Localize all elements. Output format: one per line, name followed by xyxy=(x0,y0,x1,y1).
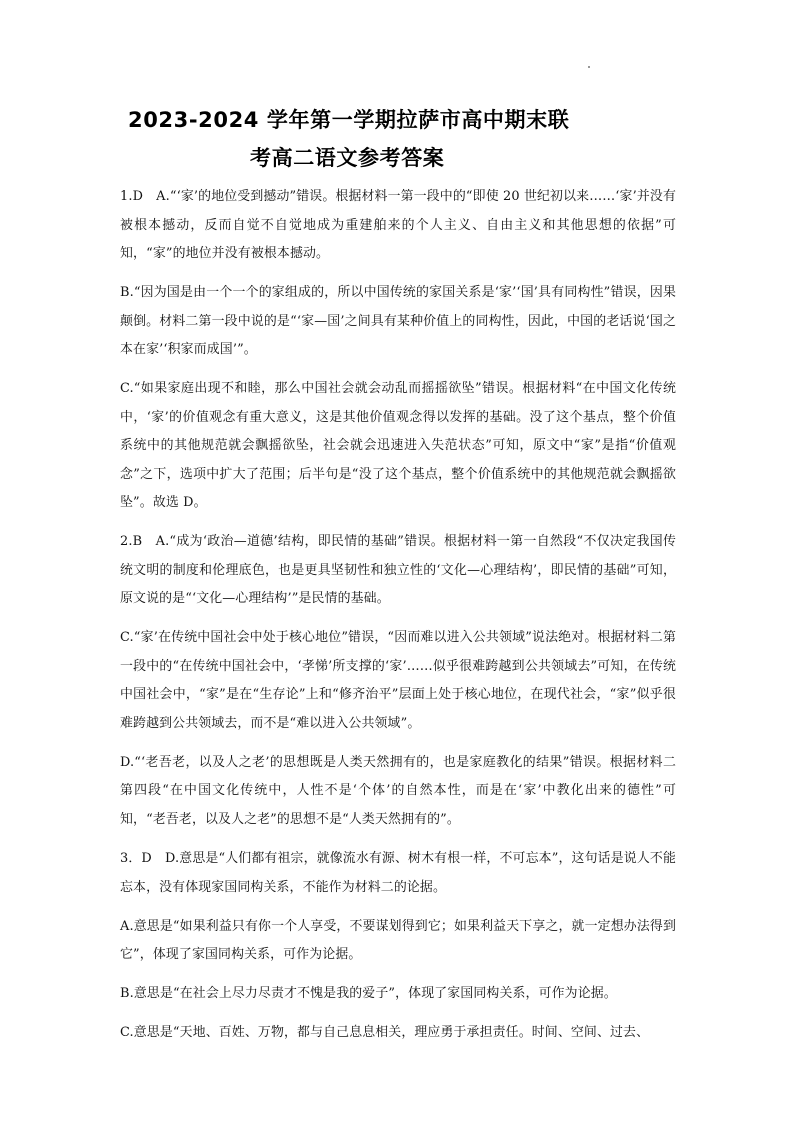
answer-2-option-d: D.“‘老吾老，以及人之老’的思想既是人类天然拥有的，也是家庭教化的结果”错误。根据材料二第四段“在中国文化传统中，人性不是‘个体’的自然本性，而是在‘家’中教化出来的德性”可知，“老吾老，以及人之老”的思想不是“人类天然拥有的”。 xyxy=(120,754,676,827)
answer-3-option-c: C.意思是“天地、百姓、万物，都与自己息息相关，理应勇于承担责任。时间、空间、过去、 xyxy=(120,1025,650,1041)
answer-1-option-c: C.“如果家庭出现不和睦，那么中国社会就会动乱而摇摇欲坠”错误。根据材料“在中国文化传统中，‘家’的价值观念有重大意义，这是其他价值观念得以发挥的基础。没了这个基点，整个价值系统中的其他规范就会飘摇欲坠，社会就会迅速进入失范状态”可知，原文中“家”是指“价值观念”之下，选项中扩大了范围；后半句是“没了这个基点，整个价值系统中的其他规范就会飘摇欲坠”。故选 D。 xyxy=(120,381,676,511)
scan-speck xyxy=(588,66,590,68)
answer-body xyxy=(120,183,676,1058)
answer-3-option-b: B.意思是“在社会上尽力尽责才不愧是我的爱子”，体现了家国同构关系，可作为论据。 xyxy=(120,986,617,1002)
page-title-line-2: 考高二语文参考答案 xyxy=(250,146,445,170)
answer-3-paragraph: 3．D D.意思是“人们都有祖宗，就像流水有源、树木有根一样，不可忘本”，这句话是说人不能忘本，没有体现家国同构关系，不能作为材料二的论据。 xyxy=(120,851,676,895)
answer-1-option-b: B.“因为国是由一个一个的家组成的，所以中国传统的家国关系是‘家’‘国’具有同构性”错误，因果颠倒。材料二第一段中说的是“‘家—国’之间具有某种价值上的同构性，因此，中国的老话说‘国之本在家’‘积家而成国’”。 xyxy=(120,285,676,358)
answer-3-option-a: A.意思是“如果利益只有你一个人享受，不要谋划得到它；如果利益天下享之，就一定想办法得到它”，体现了家国同构关系，可作为论据。 xyxy=(120,918,676,963)
answer-1-paragraph: 1.D A.“‘家’的地位受到撼动”错误。根据材料一第一段中的“即使 20 世纪初以来……‘家’并没有被根本撼动，反而自觉不自觉地成为重建舶来的个人主义、自由主义和其他思想的依据”可知，“家”的地位并没有被根本撼动。 xyxy=(120,189,676,261)
answer-2-paragraph: 2.B A.“成为‘政治—道德’结构，即民情的基础”错误。根据材料一第一自然段“不仅决定我国传统文明的制度和伦理底色，也是更具坚韧性和独立性的‘文化—心理结构’，即民情的基础”可知，原文说的是“‘文化—心理结构’”是民情的基础。 xyxy=(120,534,676,607)
answer-2-option-c: C.“家’在传统中国社会中处于核心地位”错误，“因而难以进入公共领域”说法绝对。根据材料二第一段中的“在传统中国社会中，‘孝悌’所支撑的‘家’……似乎很难跨越到公共领域去”可知，在传统中国社会中，“家”是在“生存论”上和“修齐治平”层面上处于核心地位，在现代社会，“家”似乎很难跨越到公共领域去，而不是“难以进入公共领域”。 xyxy=(120,630,676,731)
page-title-line-1: 2023-2024 学年第一学期拉萨市高中期末联 xyxy=(128,108,570,132)
